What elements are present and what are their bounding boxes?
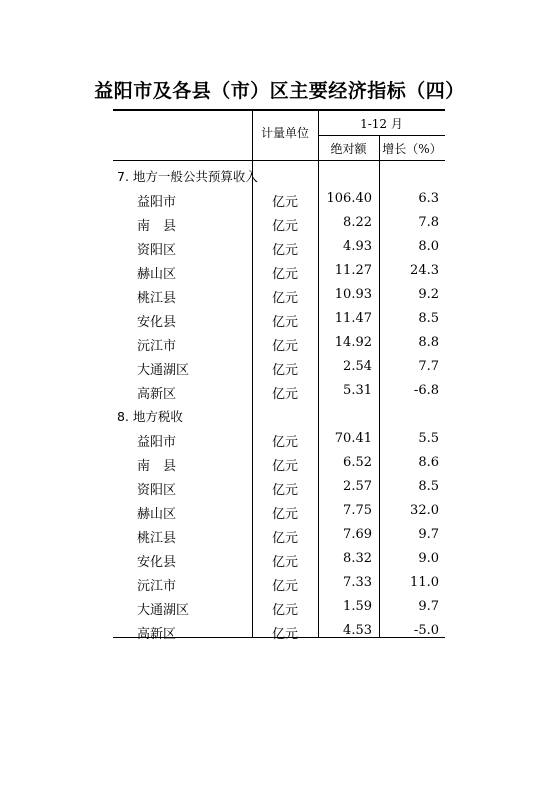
section-header-row	[113, 403, 445, 427]
table-row	[113, 547, 445, 571]
region-name: 高新区	[137, 627, 177, 642]
growth-value: 32.0	[410, 503, 439, 518]
header-absolute: 绝对额	[330, 142, 367, 156]
absolute-value: 10.93	[334, 287, 372, 302]
unit-cell: 亿元	[271, 627, 298, 642]
absolute-value: 8.22	[343, 215, 372, 230]
table-row	[113, 619, 445, 643]
absolute-value: 8.32	[343, 551, 372, 566]
absolute-value: 106.40	[326, 191, 372, 206]
unit-cell: 亿元	[271, 459, 298, 474]
table-row	[113, 427, 445, 451]
growth-value: 5.5	[418, 431, 439, 446]
region-name: 桃江县	[137, 531, 177, 546]
absolute-value: 6.52	[343, 455, 372, 470]
header-growth: 增长（%）	[382, 142, 442, 156]
section-title: 8. 地方税收	[117, 409, 183, 424]
growth-value: 6.3	[418, 191, 439, 206]
region-name: 桃江县	[137, 291, 177, 306]
region-name: 益阳市	[137, 195, 177, 210]
unit-cell: 亿元	[271, 579, 298, 594]
growth-value: -6.8	[413, 383, 439, 398]
region-name: 大通湖区	[137, 363, 190, 378]
absolute-value: 2.57	[343, 479, 372, 494]
unit-cell: 亿元	[271, 267, 298, 282]
table-row	[113, 235, 445, 259]
absolute-value: 11.47	[334, 311, 372, 326]
absolute-value: 70.41	[334, 431, 372, 446]
unit-cell: 亿元	[271, 195, 298, 210]
header-period: 1-12 月	[360, 117, 403, 131]
unit-cell: 亿元	[271, 435, 298, 450]
absolute-value: 14.92	[334, 335, 372, 350]
region-name: 资阳区	[137, 243, 177, 258]
growth-value: 9.0	[418, 551, 439, 566]
region-name: 南 县	[137, 219, 177, 234]
region-name: 益阳市	[137, 435, 177, 450]
unit-cell: 亿元	[271, 291, 298, 306]
table-row	[113, 379, 445, 403]
page-title: 益阳市及各县（市）区主要经济指标（四）	[94, 80, 465, 102]
header-sub-rule	[318, 135, 445, 136]
absolute-value: 7.75	[343, 503, 372, 518]
absolute-value: 11.27	[334, 263, 372, 278]
unit-cell: 亿元	[271, 363, 298, 378]
table-row	[113, 523, 445, 547]
region-name: 赫山区	[137, 507, 177, 522]
unit-cell: 亿元	[271, 483, 298, 498]
table-row	[113, 211, 445, 235]
unit-cell: 亿元	[271, 387, 298, 402]
region-name: 大通湖区	[137, 603, 190, 618]
table-row	[113, 595, 445, 619]
region-name: 沅江市	[137, 579, 177, 594]
table-body	[113, 163, 445, 643]
unit-cell: 亿元	[271, 555, 298, 570]
unit-cell: 亿元	[271, 315, 298, 330]
region-name: 高新区	[137, 387, 177, 402]
region-name: 安化县	[137, 555, 177, 570]
region-name: 赫山区	[137, 267, 177, 282]
unit-cell: 亿元	[271, 339, 298, 354]
table-row	[113, 307, 445, 331]
header-unit: 计量单位	[260, 126, 309, 140]
table-row	[113, 475, 445, 499]
growth-value: 7.8	[418, 215, 439, 230]
growth-value: 7.7	[418, 359, 439, 374]
absolute-value: 2.54	[343, 359, 372, 374]
growth-value: 8.0	[418, 239, 439, 254]
absolute-value: 4.93	[343, 239, 372, 254]
region-name: 安化县	[137, 315, 177, 330]
growth-value: 8.5	[418, 311, 439, 326]
table-row	[113, 331, 445, 355]
absolute-value: 5.31	[343, 383, 372, 398]
unit-cell: 亿元	[271, 603, 298, 618]
unit-cell: 亿元	[271, 219, 298, 234]
table-row	[113, 187, 445, 211]
section-title: 7. 地方一般公共预算收入	[117, 169, 258, 184]
growth-value: 9.7	[418, 527, 439, 542]
absolute-value: 1.59	[343, 599, 372, 614]
header-rule	[113, 160, 445, 161]
growth-value: 8.8	[418, 335, 439, 350]
absolute-value: 7.69	[343, 527, 372, 542]
unit-cell: 亿元	[271, 243, 298, 258]
table-top-rule	[113, 109, 445, 111]
region-name: 沅江市	[137, 339, 177, 354]
region-name: 资阳区	[137, 483, 177, 498]
unit-cell: 亿元	[271, 531, 298, 546]
unit-cell: 亿元	[271, 507, 298, 522]
table-row	[113, 283, 445, 307]
growth-value: 9.2	[418, 287, 439, 302]
table-row	[113, 499, 445, 523]
table-row	[113, 259, 445, 283]
absolute-value: 4.53	[343, 623, 372, 638]
growth-value: 11.0	[410, 575, 439, 590]
absolute-value: 7.33	[343, 575, 372, 590]
table-row	[113, 451, 445, 475]
growth-value: 8.5	[418, 479, 439, 494]
growth-value: 9.7	[418, 599, 439, 614]
growth-value: -5.0	[413, 623, 439, 638]
table-row	[113, 571, 445, 595]
growth-value: 8.6	[418, 455, 439, 470]
section-header-row	[113, 163, 445, 187]
region-name: 南 县	[137, 459, 177, 474]
growth-value: 24.3	[410, 263, 439, 278]
table-row	[113, 355, 445, 379]
